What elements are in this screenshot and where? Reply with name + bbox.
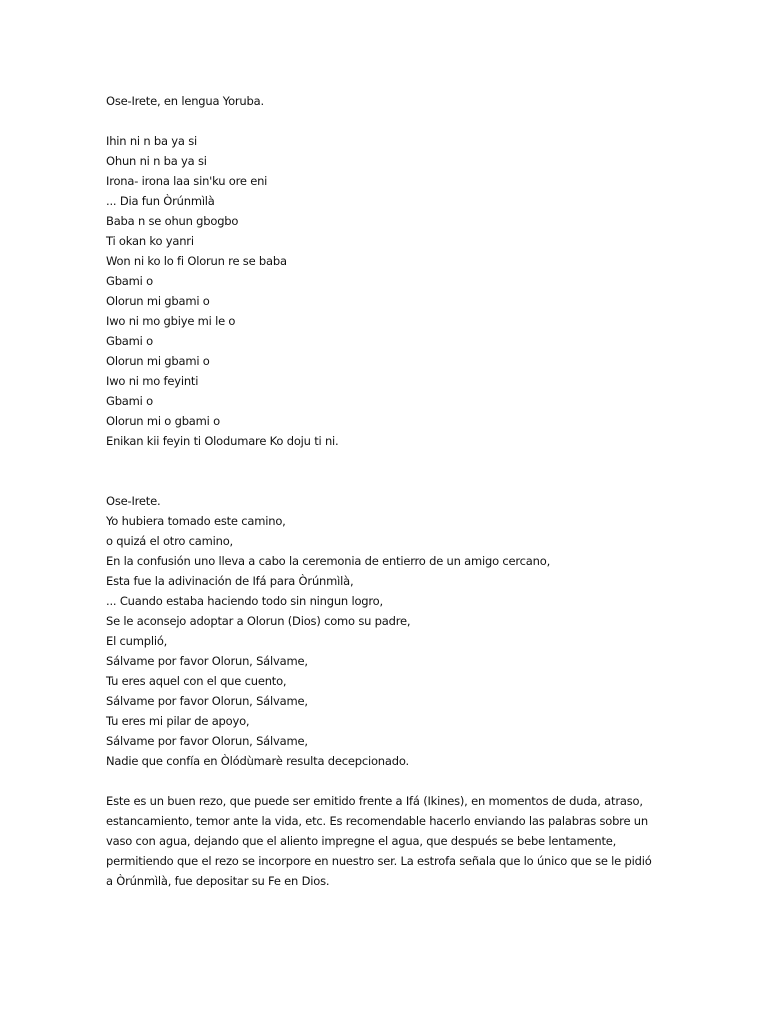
yoruba-line: ... Dia fun Òrúnmìlà (106, 194, 215, 208)
document-title: Ose-Irete, en lengua Yoruba. (106, 94, 264, 108)
yoruba-prayer (106, 131, 666, 451)
yoruba-line: Olorun mi gbami o (106, 354, 210, 368)
yoruba-line: Gbami o (106, 394, 153, 408)
spanish-line: El cumplió, (106, 634, 168, 648)
spanish-line: Ose-Irete. (106, 494, 161, 508)
spanish-translation (106, 491, 666, 771)
yoruba-line: Ihin ni n ba ya si (106, 134, 197, 148)
spanish-line: Se le aconsejo adoptar a Olorun (Dios) como su padre, (106, 614, 411, 628)
yoruba-line: Gbami o (106, 274, 153, 288)
spanish-line: Sálvame por favor Olorun, Sálvame, (106, 694, 308, 708)
yoruba-line: Irona- irona laa sin'ku ore eni (106, 174, 268, 188)
spanish-line: Nadie que confía en Òlódùmarè resulta decepcionado. (106, 754, 409, 768)
document-title-block (106, 91, 666, 111)
yoruba-line: Ti okan ko yanri (106, 234, 194, 248)
spanish-line: Esta fue la adivinación de Ifá para Òrúnmìlà, (106, 574, 354, 588)
spanish-line: Tu eres mi pilar de apoyo, (106, 714, 250, 728)
paragraph-line: vaso con agua, dejando que el aliento impregne el agua, que después se bebe lentamente, (106, 834, 617, 848)
paragraph-line: Este es un buen rezo, que puede ser emitido frente a Ifá (Ikines), en momentos de duda, atraso, (106, 794, 643, 808)
yoruba-line: Won ni ko lo fi Olorun re se baba (106, 254, 287, 268)
yoruba-line: Enikan kii feyin ti Olodumare Ko doju ti ni. (106, 434, 339, 448)
spanish-line: En la confusión uno lleva a cabo la ceremonia de entierro de un amigo cercano, (106, 554, 551, 568)
yoruba-line: Olorun mi o gbami o (106, 414, 220, 428)
yoruba-line: Baba n se ohun gbogbo (106, 214, 239, 228)
paragraph-line: estancamiento, temor ante la vida, etc. Es recomendable hacerlo enviando las palabras sobre un (106, 814, 648, 828)
explanation-paragraph (106, 791, 666, 891)
yoruba-line: Olorun mi gbami o (106, 294, 210, 308)
spanish-line: Yo hubiera tomado este camino, (106, 514, 286, 528)
yoruba-line: Ohun ni n ba ya si (106, 154, 207, 168)
spanish-line: Sálvame por favor Olorun, Sálvame, (106, 734, 308, 748)
yoruba-line: Iwo ni mo gbiye mi le o (106, 314, 236, 328)
paragraph-line: permitiendo que el rezo se incorpore en nuestro ser. La estrofa señala que lo único que se le pidió (106, 854, 652, 868)
spanish-line: ... Cuando estaba haciendo todo sin ningun logro, (106, 594, 383, 608)
spanish-line: Sálvame por favor Olorun, Sálvame, (106, 654, 308, 668)
spanish-line: o quizá el otro camino, (106, 534, 233, 548)
document-page (106, 91, 666, 891)
yoruba-line: Gbami o (106, 334, 153, 348)
spanish-line: Tu eres aquel con el que cuento, (106, 674, 287, 688)
paragraph-line: a Òrúnmìlà, fue depositar su Fe en Dios. (106, 874, 330, 888)
yoruba-line: Iwo ni mo feyinti (106, 374, 199, 388)
